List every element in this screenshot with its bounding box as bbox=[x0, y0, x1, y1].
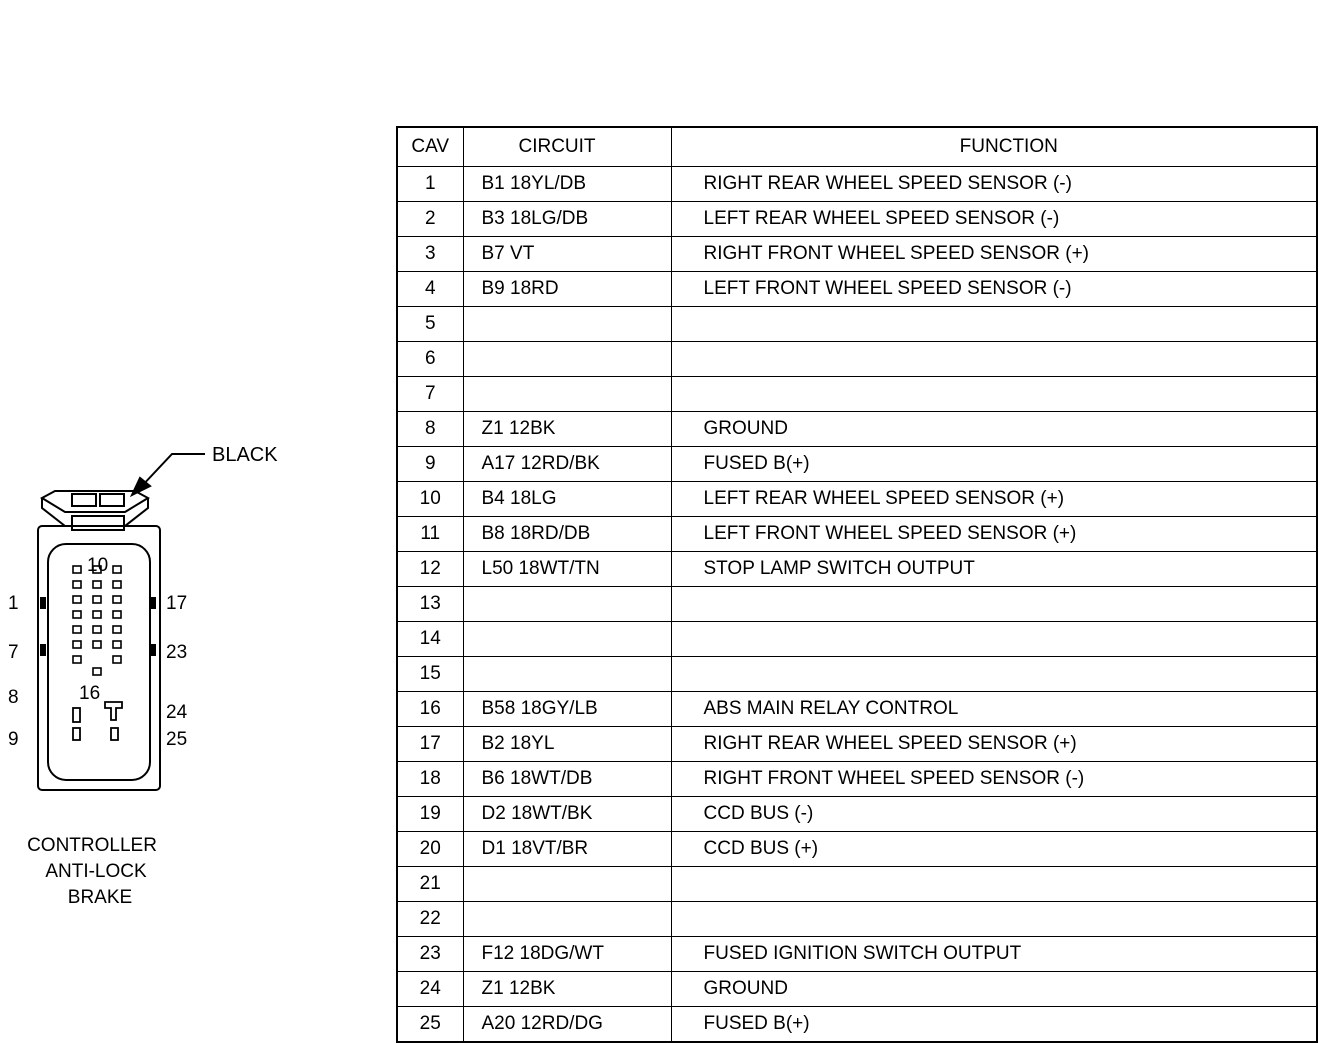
connector-face bbox=[48, 544, 150, 780]
table-row bbox=[397, 797, 1317, 832]
table-row bbox=[397, 972, 1317, 1007]
cav-cell: 19 bbox=[397, 797, 463, 832]
cav-cell: 20 bbox=[397, 832, 463, 867]
circuit-cell: A20 12RD/DG bbox=[463, 1007, 671, 1043]
cav-cell: 23 bbox=[397, 937, 463, 972]
pin-cavity bbox=[113, 581, 121, 588]
function-cell: CCD BUS (+) bbox=[671, 832, 1317, 867]
circuit-cell bbox=[463, 342, 671, 377]
circuit-cell: F12 18DG/WT bbox=[463, 937, 671, 972]
table-row bbox=[397, 867, 1317, 902]
pin-cavity bbox=[113, 566, 121, 573]
table-row bbox=[397, 832, 1317, 867]
circuit-cell: B7 VT bbox=[463, 237, 671, 272]
table-row bbox=[397, 272, 1317, 307]
table-row bbox=[397, 482, 1317, 517]
function-cell bbox=[671, 342, 1317, 377]
header-circuit: CIRCUIT bbox=[463, 127, 671, 167]
table-row bbox=[397, 587, 1317, 622]
function-cell: RIGHT FRONT WHEEL SPEED SENSOR (+) bbox=[671, 237, 1317, 272]
pin-cavity bbox=[113, 656, 121, 663]
circuit-cell bbox=[463, 867, 671, 902]
table-row bbox=[397, 552, 1317, 587]
cav-cell: 25 bbox=[397, 1007, 463, 1043]
connector-name-line-1: CONTROLLER bbox=[27, 835, 157, 856]
function-cell bbox=[671, 377, 1317, 412]
pin-label-23: 23 bbox=[166, 642, 188, 663]
table-row bbox=[397, 937, 1317, 972]
large-cavity-t bbox=[105, 702, 122, 720]
pin-cavity bbox=[113, 641, 121, 648]
table-row bbox=[397, 307, 1317, 342]
circuit-cell: B6 18WT/DB bbox=[463, 762, 671, 797]
cav-cell: 5 bbox=[397, 307, 463, 342]
pin-label-25: 25 bbox=[166, 729, 188, 750]
circuit-cell: D2 18WT/BK bbox=[463, 797, 671, 832]
function-cell: GROUND bbox=[671, 972, 1317, 1007]
pin-label-16: 16 bbox=[79, 683, 101, 704]
pin-cavity bbox=[73, 656, 81, 663]
table-row bbox=[397, 377, 1317, 412]
table-row bbox=[397, 622, 1317, 657]
table-row bbox=[397, 727, 1317, 762]
circuit-cell bbox=[463, 307, 671, 342]
cav-cell: 6 bbox=[397, 342, 463, 377]
circuit-cell: B8 18RD/DB bbox=[463, 517, 671, 552]
pin-label-9: 9 bbox=[8, 729, 19, 750]
pin-label-8: 8 bbox=[8, 687, 19, 708]
function-cell: LEFT REAR WHEEL SPEED SENSOR (+) bbox=[671, 482, 1317, 517]
circuit-cell: B2 18YL bbox=[463, 727, 671, 762]
function-cell: LEFT FRONT WHEEL SPEED SENSOR (-) bbox=[671, 272, 1317, 307]
large-cavity bbox=[73, 708, 80, 722]
connector-color-label: BLACK bbox=[212, 444, 278, 466]
cav-cell: 1 bbox=[397, 167, 463, 202]
cav-cell: 3 bbox=[397, 237, 463, 272]
circuit-cell: A17 12RD/BK bbox=[463, 447, 671, 482]
pin-cavity bbox=[73, 611, 81, 618]
function-cell: CCD BUS (-) bbox=[671, 797, 1317, 832]
pin-cavity bbox=[113, 596, 121, 603]
pin-cavity-grid bbox=[73, 566, 121, 675]
pin-label-17: 17 bbox=[166, 593, 188, 614]
pin-cavity bbox=[73, 626, 81, 633]
function-cell bbox=[671, 307, 1317, 342]
cav-cell: 24 bbox=[397, 972, 463, 1007]
cav-cell: 18 bbox=[397, 762, 463, 797]
table-row bbox=[397, 237, 1317, 272]
cav-cell: 8 bbox=[397, 412, 463, 447]
cav-cell: 21 bbox=[397, 867, 463, 902]
pinout-table bbox=[396, 126, 1318, 1043]
header-cav: CAV bbox=[397, 127, 463, 167]
pin-cavity bbox=[113, 611, 121, 618]
pin-label-7: 7 bbox=[8, 642, 19, 663]
table-row bbox=[397, 1007, 1317, 1043]
table-row bbox=[397, 762, 1317, 797]
function-cell: RIGHT FRONT WHEEL SPEED SENSOR (-) bbox=[671, 762, 1317, 797]
cav-cell: 13 bbox=[397, 587, 463, 622]
cav-cell: 15 bbox=[397, 657, 463, 692]
cav-cell: 14 bbox=[397, 622, 463, 657]
function-cell bbox=[671, 867, 1317, 902]
function-cell: RIGHT REAR WHEEL SPEED SENSOR (-) bbox=[671, 167, 1317, 202]
color-leader-line bbox=[140, 454, 205, 488]
circuit-cell: B3 18LG/DB bbox=[463, 202, 671, 237]
cav-cell: 7 bbox=[397, 377, 463, 412]
pin-cavity bbox=[93, 596, 101, 603]
circuit-cell: B4 18LG bbox=[463, 482, 671, 517]
table-row bbox=[397, 447, 1317, 482]
cav-cell: 16 bbox=[397, 692, 463, 727]
connector-name-line-3: BRAKE bbox=[67, 887, 133, 908]
circuit-cell bbox=[463, 657, 671, 692]
pin-label-10: 10 bbox=[87, 555, 109, 576]
circuit-cell: B9 18RD bbox=[463, 272, 671, 307]
circuit-cell: B58 18GY/LB bbox=[463, 692, 671, 727]
pin-label-1: 1 bbox=[8, 593, 19, 614]
header-function: FUNCTION bbox=[671, 127, 1317, 167]
function-cell: FUSED B(+) bbox=[671, 447, 1317, 482]
table-header-row bbox=[397, 127, 1317, 167]
function-cell: RIGHT REAR WHEEL SPEED SENSOR (+) bbox=[671, 727, 1317, 762]
circuit-cell: D1 18VT/BR bbox=[463, 832, 671, 867]
table-row bbox=[397, 167, 1317, 202]
pin-cavity bbox=[73, 596, 81, 603]
function-cell bbox=[671, 587, 1317, 622]
pin-cavity bbox=[93, 668, 101, 675]
pin-cavity bbox=[93, 581, 101, 588]
pin-cavity bbox=[113, 626, 121, 633]
circuit-cell: B1 18YL/DB bbox=[463, 167, 671, 202]
table-row bbox=[397, 692, 1317, 727]
function-cell: FUSED B(+) bbox=[671, 1007, 1317, 1043]
cav-cell: 4 bbox=[397, 272, 463, 307]
cav-cell: 12 bbox=[397, 552, 463, 587]
cav-cell: 22 bbox=[397, 902, 463, 937]
table-row bbox=[397, 902, 1317, 937]
function-cell: LEFT REAR WHEEL SPEED SENSOR (-) bbox=[671, 202, 1317, 237]
table-row bbox=[397, 202, 1317, 237]
circuit-cell bbox=[463, 622, 671, 657]
table-row bbox=[397, 342, 1317, 377]
pin-label-24: 24 bbox=[166, 702, 188, 723]
pin-cavity bbox=[93, 641, 101, 648]
connector-diagram bbox=[0, 430, 320, 950]
circuit-cell: Z1 12BK bbox=[463, 412, 671, 447]
function-cell bbox=[671, 657, 1317, 692]
function-cell: ABS MAIN RELAY CONTROL bbox=[671, 692, 1317, 727]
pin-cavity bbox=[93, 611, 101, 618]
circuit-cell: L50 18WT/TN bbox=[463, 552, 671, 587]
cav-cell: 10 bbox=[397, 482, 463, 517]
cav-cell: 9 bbox=[397, 447, 463, 482]
table-row bbox=[397, 517, 1317, 552]
cav-cell: 2 bbox=[397, 202, 463, 237]
pin-cavity bbox=[73, 581, 81, 588]
pin-cavity bbox=[73, 566, 81, 573]
table-row bbox=[397, 412, 1317, 447]
circuit-cell bbox=[463, 902, 671, 937]
circuit-cell bbox=[463, 587, 671, 622]
table-row bbox=[397, 657, 1317, 692]
circuit-cell: Z1 12BK bbox=[463, 972, 671, 1007]
circuit-cell bbox=[463, 377, 671, 412]
pin-cavity bbox=[93, 626, 101, 633]
function-cell: FUSED IGNITION SWITCH OUTPUT bbox=[671, 937, 1317, 972]
function-cell: STOP LAMP SWITCH OUTPUT bbox=[671, 552, 1317, 587]
cav-cell: 11 bbox=[397, 517, 463, 552]
function-cell: GROUND bbox=[671, 412, 1317, 447]
function-cell bbox=[671, 622, 1317, 657]
function-cell bbox=[671, 902, 1317, 937]
cav-cell: 17 bbox=[397, 727, 463, 762]
function-cell: LEFT FRONT WHEEL SPEED SENSOR (+) bbox=[671, 517, 1317, 552]
pin-cavity bbox=[73, 641, 81, 648]
connector-name-line-2: ANTI-LOCK bbox=[45, 861, 147, 882]
